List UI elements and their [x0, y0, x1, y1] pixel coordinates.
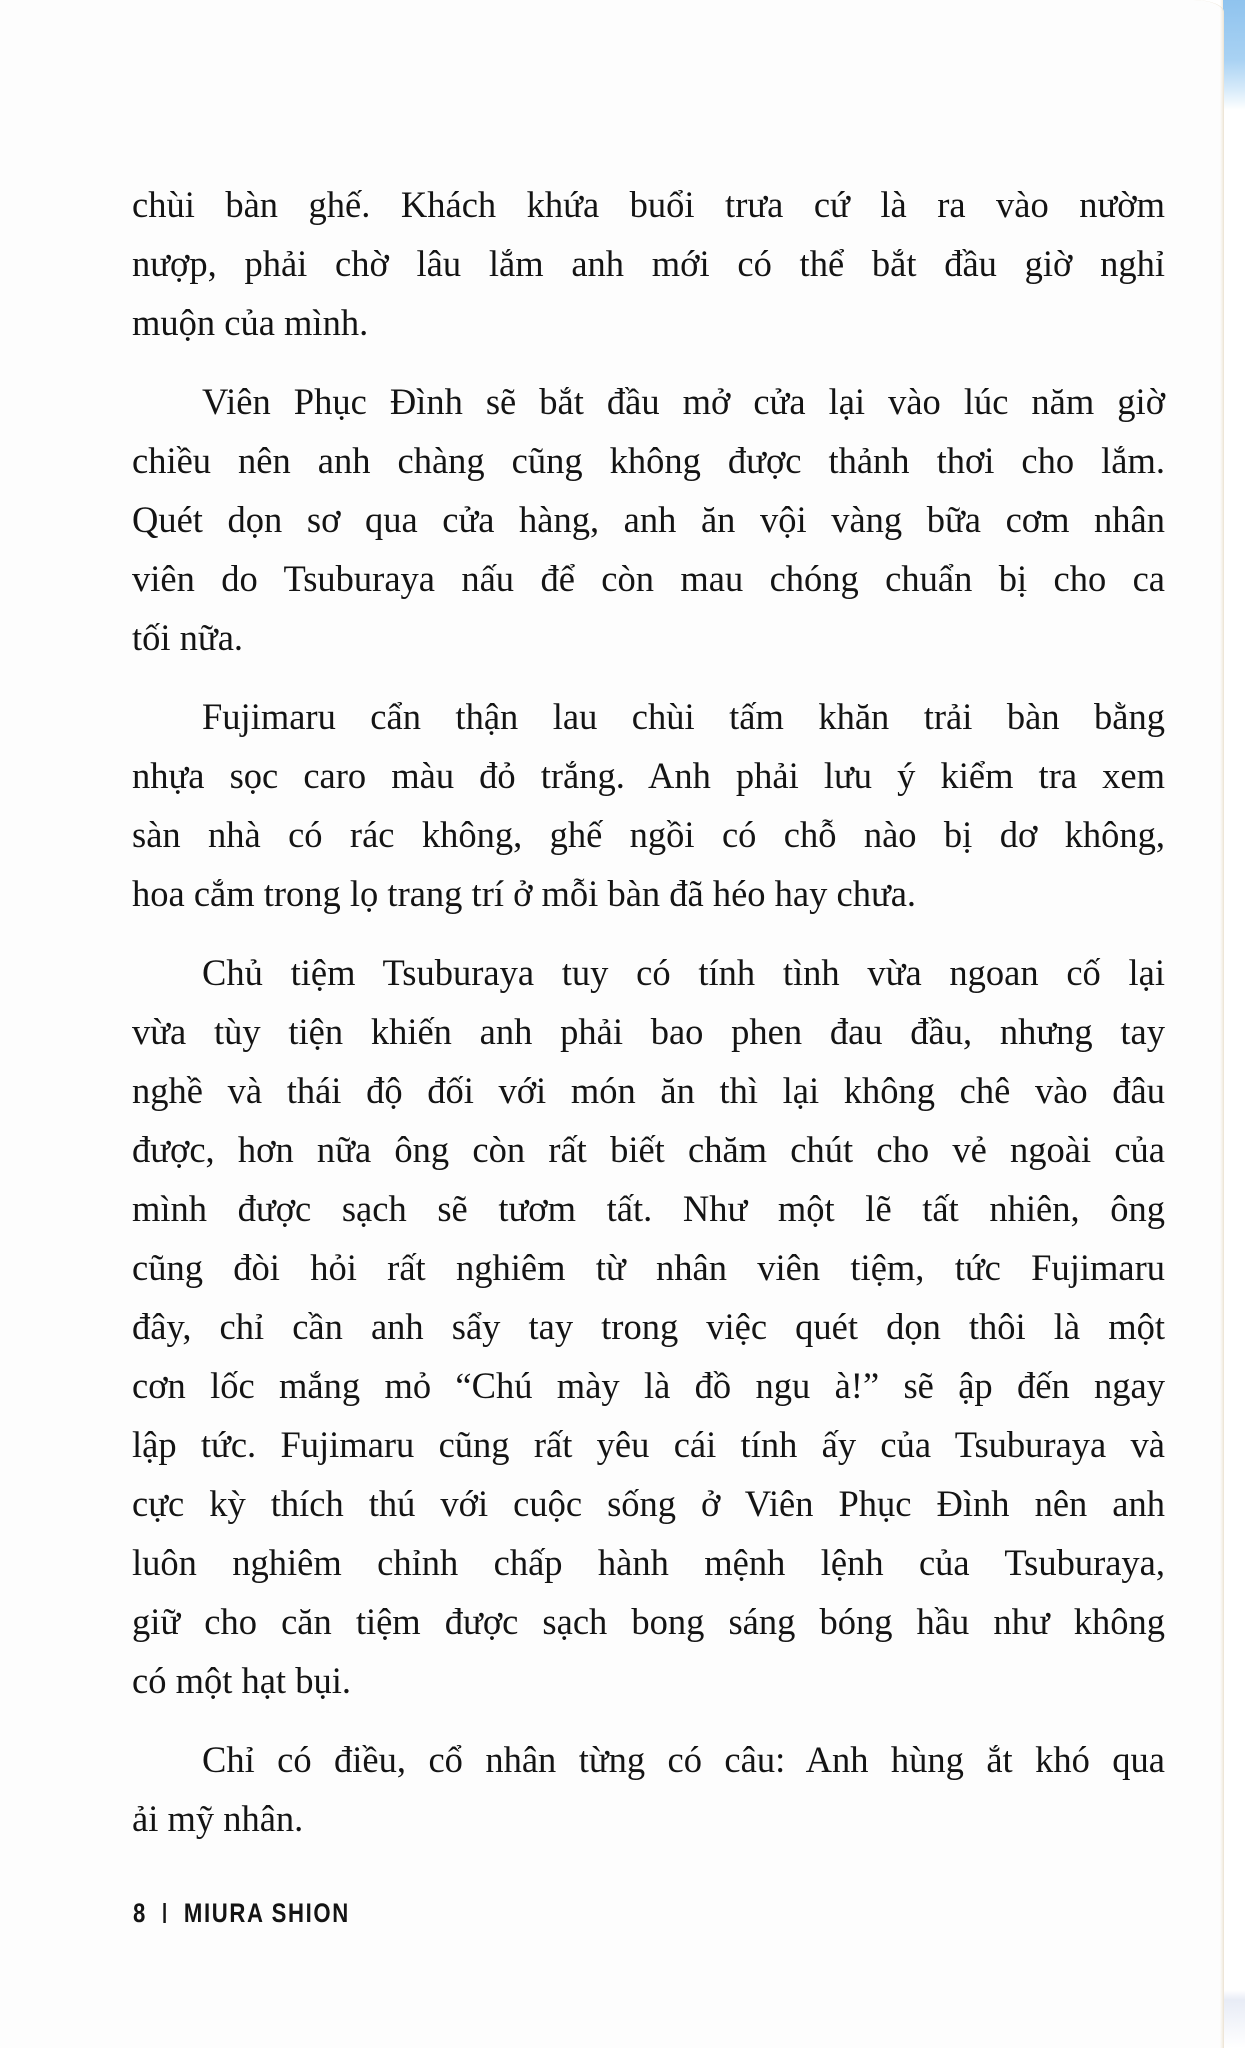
- text-line: ải mỹ nhân.: [132, 1798, 304, 1839]
- running-footer-author: MIURA SHION: [183, 1897, 350, 1928]
- text-line: đây, chỉ cần anh sẩy tay trong việc quét dọn thôi là một: [132, 1306, 1165, 1347]
- text-line: luôn nghiêm chỉnh chấp hành mệnh lệnh của Tsuburaya,: [132, 1542, 1165, 1583]
- text-line: nhựa sọc caro màu đỏ trắng. Anh phải lưu ý kiểm tra xem: [132, 755, 1165, 796]
- text-line: sàn nhà có rác không, ghế ngồi có chỗ nào bị dơ không,: [132, 814, 1165, 855]
- text-line: được, hơn nữa ông còn rất biết chăm chút cho vẻ ngoài của: [132, 1129, 1165, 1170]
- body-text: [132, 175, 1165, 1868]
- text-line: chùi bàn ghế. Khách khứa buổi trưa cứ là ra vào nườm: [132, 184, 1165, 225]
- text-line: Quét dọn sơ qua cửa hàng, anh ăn vội vàng bữa cơm nhân: [132, 499, 1165, 540]
- text-line: cũng đòi hỏi rất nghiêm từ nhân viên tiệm, tức Fujimaru: [132, 1247, 1165, 1288]
- text-line: Viên Phục Đình sẽ bắt đầu mở cửa lại vào lúc năm giờ: [202, 381, 1165, 422]
- paragraph-5: [132, 1730, 1165, 1848]
- text-line: cực kỳ thích thú với cuộc sống ở Viên Phục Đình nên anh: [132, 1483, 1165, 1524]
- page-number: 8: [133, 1897, 147, 1928]
- paragraph-3: [132, 687, 1165, 923]
- footer-separator: [163, 1903, 165, 1923]
- text-line: cơn lốc mắng mỏ “Chú mày là đồ ngu à!” sẽ ập đến ngay: [132, 1365, 1165, 1406]
- text-line: Chủ tiệm Tsuburaya tuy có tính tình vừa ngoan cố lại: [202, 952, 1165, 993]
- text-line: có một hạt bụi.: [132, 1660, 351, 1701]
- text-line: vừa tùy tiện khiến anh phải bao phen đau đầu, nhưng tay: [132, 1011, 1165, 1052]
- text-line: tối nữa.: [132, 617, 244, 658]
- text-line: lập tức. Fujimaru cũng rất yêu cái tính ấy của Tsuburaya và: [132, 1424, 1165, 1465]
- text-line: giữ cho căn tiệm được sạch bong sáng bóng hầu như không: [132, 1601, 1165, 1642]
- text-line: viên do Tsuburaya nấu để còn mau chóng chuẩn bị cho ca: [132, 558, 1165, 599]
- text-line: nghề và thái độ đối với món ăn thì lại không chê vào đâu: [132, 1070, 1165, 1111]
- text-line: mình được sạch sẽ tươm tất. Như một lẽ tất nhiên, ông: [132, 1188, 1165, 1229]
- text-line: hoa cắm trong lọ trang trí ở mỗi bàn đã héo hay chưa.: [132, 873, 917, 914]
- text-line: muộn của mình.: [132, 302, 369, 343]
- paragraph-1: [132, 175, 1165, 352]
- paragraph-4: [132, 943, 1165, 1710]
- text-line: chiều nên anh chàng cũng không được thảnh thơi cho lắm.: [132, 440, 1165, 481]
- paragraph-2: [132, 372, 1165, 667]
- text-line: nượp, phải chờ lâu lắm anh mới có thể bắt đầu giờ nghỉ: [132, 243, 1165, 284]
- page-footer: [133, 1896, 350, 1930]
- text-line: Fujimaru cẩn thận lau chùi tấm khăn trải bàn bằng: [202, 696, 1165, 737]
- text-line: Chỉ có điều, cổ nhân từng có câu: Anh hùng ắt khó qua: [202, 1739, 1165, 1780]
- background-edge: [1223, 0, 1245, 2048]
